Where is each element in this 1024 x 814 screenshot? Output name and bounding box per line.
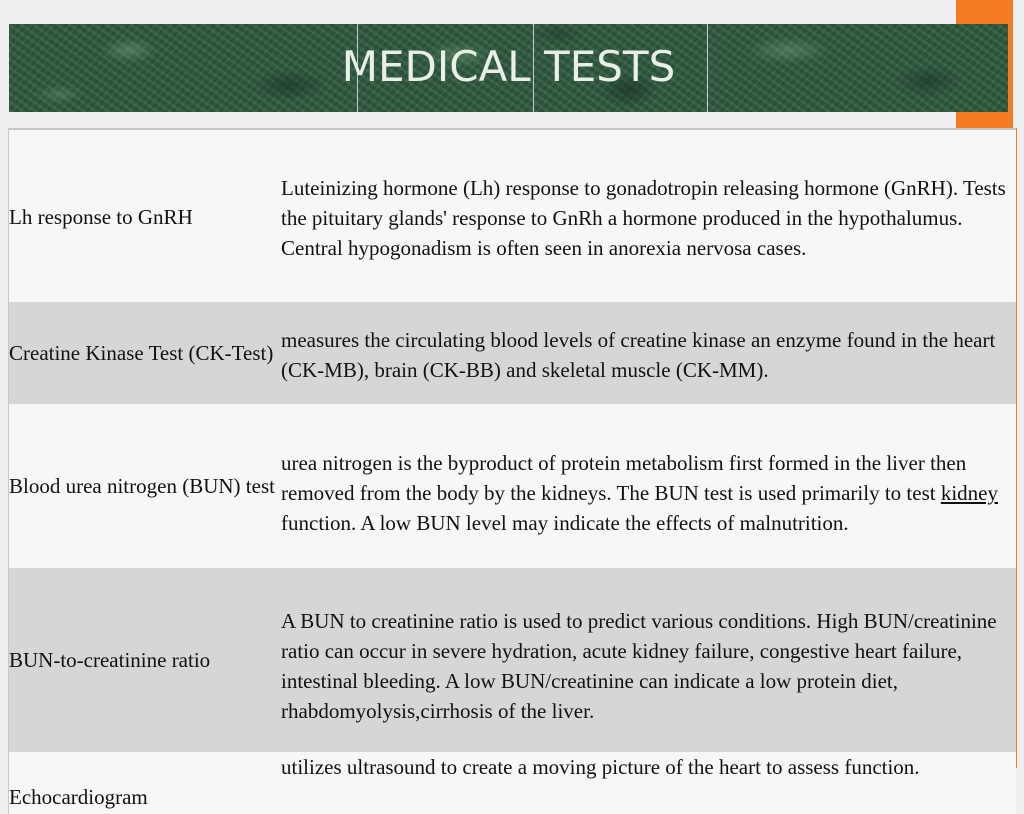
table-row: [9, 129, 1017, 302]
table-row: [9, 568, 1017, 752]
table-row: [9, 302, 1017, 404]
test-name: Lh response to GnRH: [9, 205, 193, 229]
test-name: Creatine Kinase Test (CK-Test): [9, 341, 274, 365]
test-description: Luteinizing hormone (Lh) response to gonadotropin releasing hormone (GnRH). Tests the pituitary glands' response to GnRh a hormone produced in the hypothalumus. Central hypogonadism is often seen in anorexia nervosa cases.: [281, 176, 1006, 260]
slide-title: MEDICAL TESTS: [341, 42, 676, 91]
test-name: BUN-to-creatinine ratio: [9, 648, 211, 672]
test-description: A BUN to creatinine ratio is used to predict various conditions. High BUN/creatinine ratio can occur in severe hydration, acute kidney failure, congestive heart failure, intestinal bleeding. A low BUN/creatinine can indicate a low protein diet, rhabdomyolysis,cirrhosis of the liver.: [281, 609, 997, 723]
test-name: Blood urea nitrogen (BUN) test: [9, 474, 275, 498]
table-row: [9, 752, 1017, 814]
test-description: measures the circulating blood levels of creatine kinase an enzyme found in the heart (CK-MB), brain (CK-BB) and skeletal muscle (CK-MM).: [281, 328, 996, 382]
table-row: [9, 404, 1017, 568]
description-text: function. A low BUN level may indicate the effects of malnutrition.: [281, 511, 849, 535]
test-description: [279, 404, 1016, 568]
medical-tests-table: [8, 128, 1016, 814]
test-description: utilizes ultrasound to create a moving picture of the heart to assess function.: [281, 755, 920, 779]
test-name: Echocardiogram: [9, 785, 148, 809]
kidney-link[interactable]: kidney: [940, 481, 998, 505]
title-banner: [9, 24, 1008, 112]
description-text: urea nitrogen is the byproduct of protein metabolism first formed in the liver then removed from the body by the kidneys. The BUN test is used primarily to test: [281, 451, 967, 505]
